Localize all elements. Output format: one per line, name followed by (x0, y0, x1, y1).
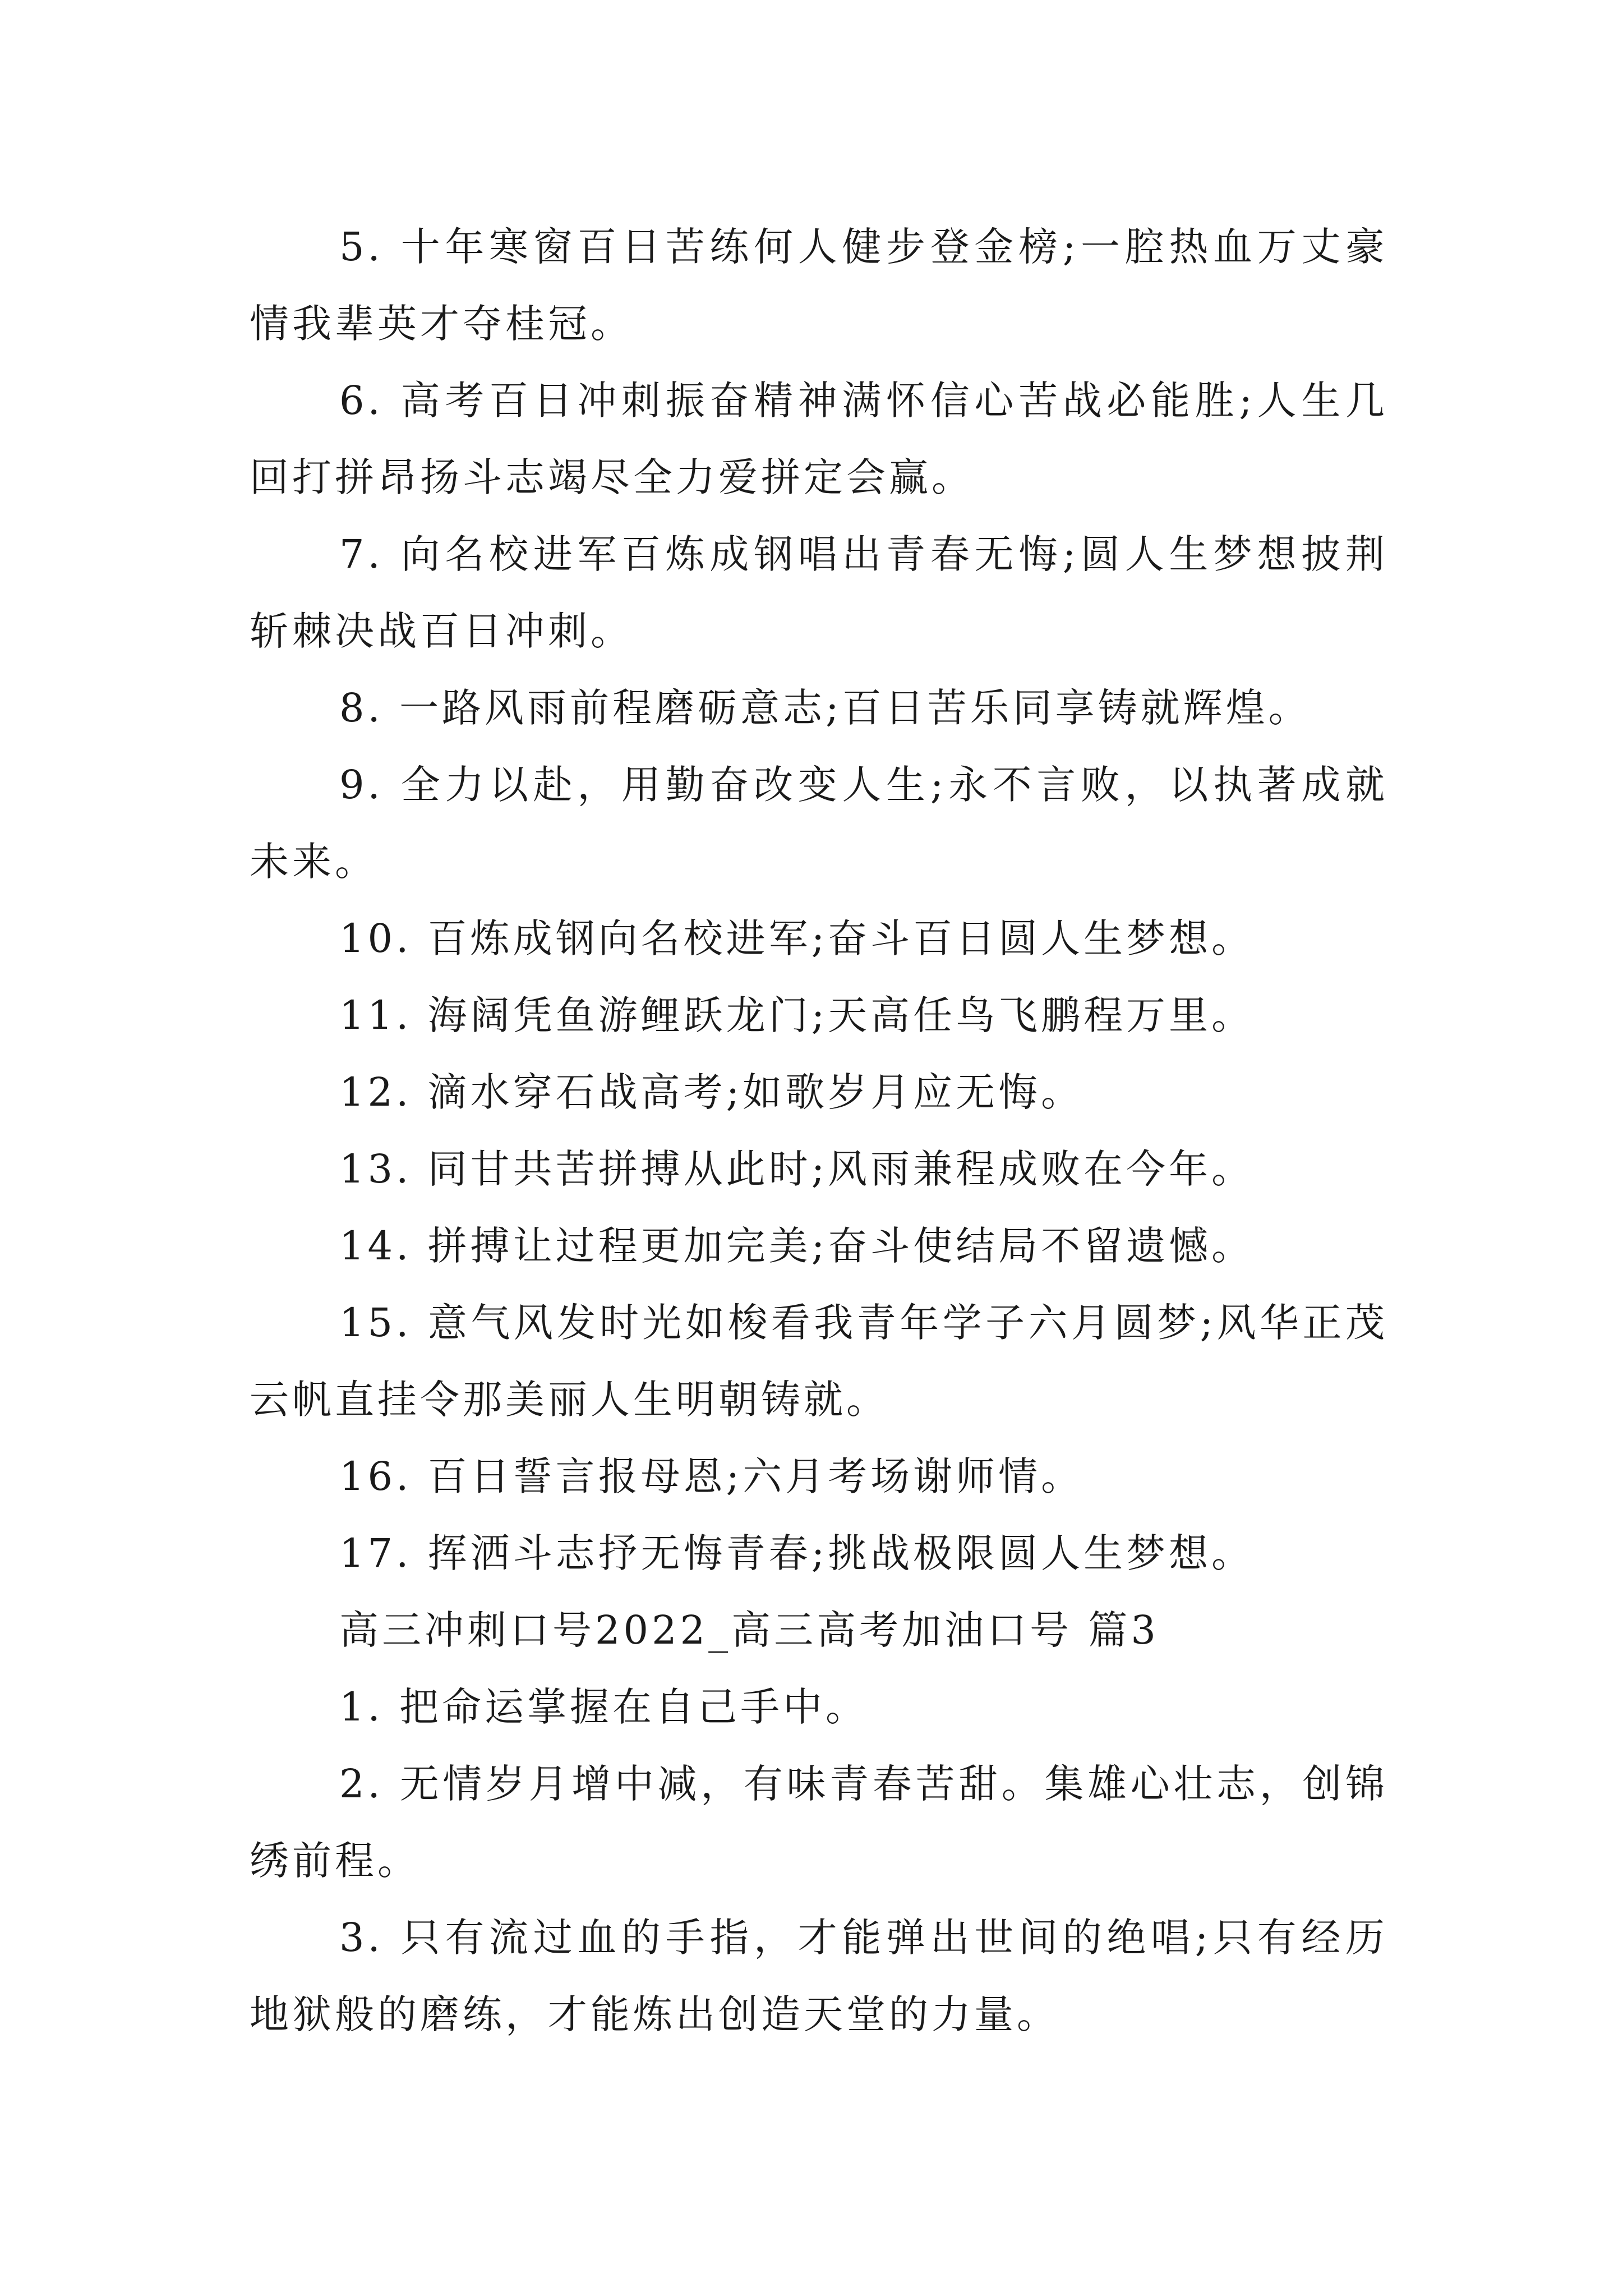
slogan-paragraph-6: 6. 高考百日冲刺振奋精神满怀信心苦战必能胜;人生几回打拼昂扬斗志竭尽全力爱拼定会赢。 (250, 378, 1388, 500)
section-heading: 高三冲刺口号2022_高三高考加油口号 篇3 (339, 1607, 1159, 1653)
slogan-paragraph-8: 8. 一路风雨前程磨砺意志;百日苦乐同享铸就辉煌。 (339, 685, 1311, 731)
slogan-paragraph-17: 17. 挥洒斗志抒无悔青春;挑战极限圆人生梦想。 (339, 1530, 1255, 1576)
slogan-paragraph-7: 7. 向名校进军百炼成钢唱出青春无悔;圆人生梦想披荆斩棘决战百日冲刺。 (250, 531, 1388, 654)
slogan-paragraph-11: 11. 海阔凭鱼游鲤跃龙门;天高任鸟飞鹏程万里。 (339, 992, 1255, 1038)
slogan-paragraph-15: 15. 意气风发时光如梭看我青年学子六月圆梦;风华正茂云帆直挂令那美丽人生明朝铸就。 (250, 1300, 1388, 1423)
slogan-paragraph-16: 16. 百日誓言报母恩;六月考场谢师情。 (339, 1453, 1084, 1499)
document-body (250, 209, 1388, 2053)
slogan-paragraph-10: 10. 百炼成钢向名校进军;奋斗百日圆人生梦想。 (339, 915, 1255, 961)
slogan-paragraph-12: 12. 滴水穿石战高考;如歌岁月应无悔。 (339, 1069, 1084, 1115)
slogan-paragraph-13: 13. 同甘共苦拼搏从此时;风雨兼程成败在今年。 (339, 1146, 1255, 1192)
slogan-paragraph-9: 9. 全力以赴，用勤奋改变人生;永不言败，以执著成就未来。 (250, 762, 1388, 885)
section3-paragraph-1: 1. 把命运掌握在自己手中。 (339, 1684, 869, 1730)
slogan-paragraph-14: 14. 拼搏让过程更加完美;奋斗使结局不留遗憾。 (339, 1223, 1255, 1269)
slogan-paragraph-5: 5. 十年寒窗百日苦练何人健步登金榜;一腔热血万丈豪情我辈英才夺桂冠。 (250, 224, 1388, 347)
section3-paragraph-2: 2. 无情岁月增中减，有味青春苦甜。集雄心壮志，创锦绣前程。 (250, 1761, 1388, 1884)
section3-paragraph-3: 3. 只有流过血的手指，才能弹出世间的绝唱;只有经历地狱般的磨练，才能炼出创造天堂的力量。 (250, 1915, 1388, 2037)
